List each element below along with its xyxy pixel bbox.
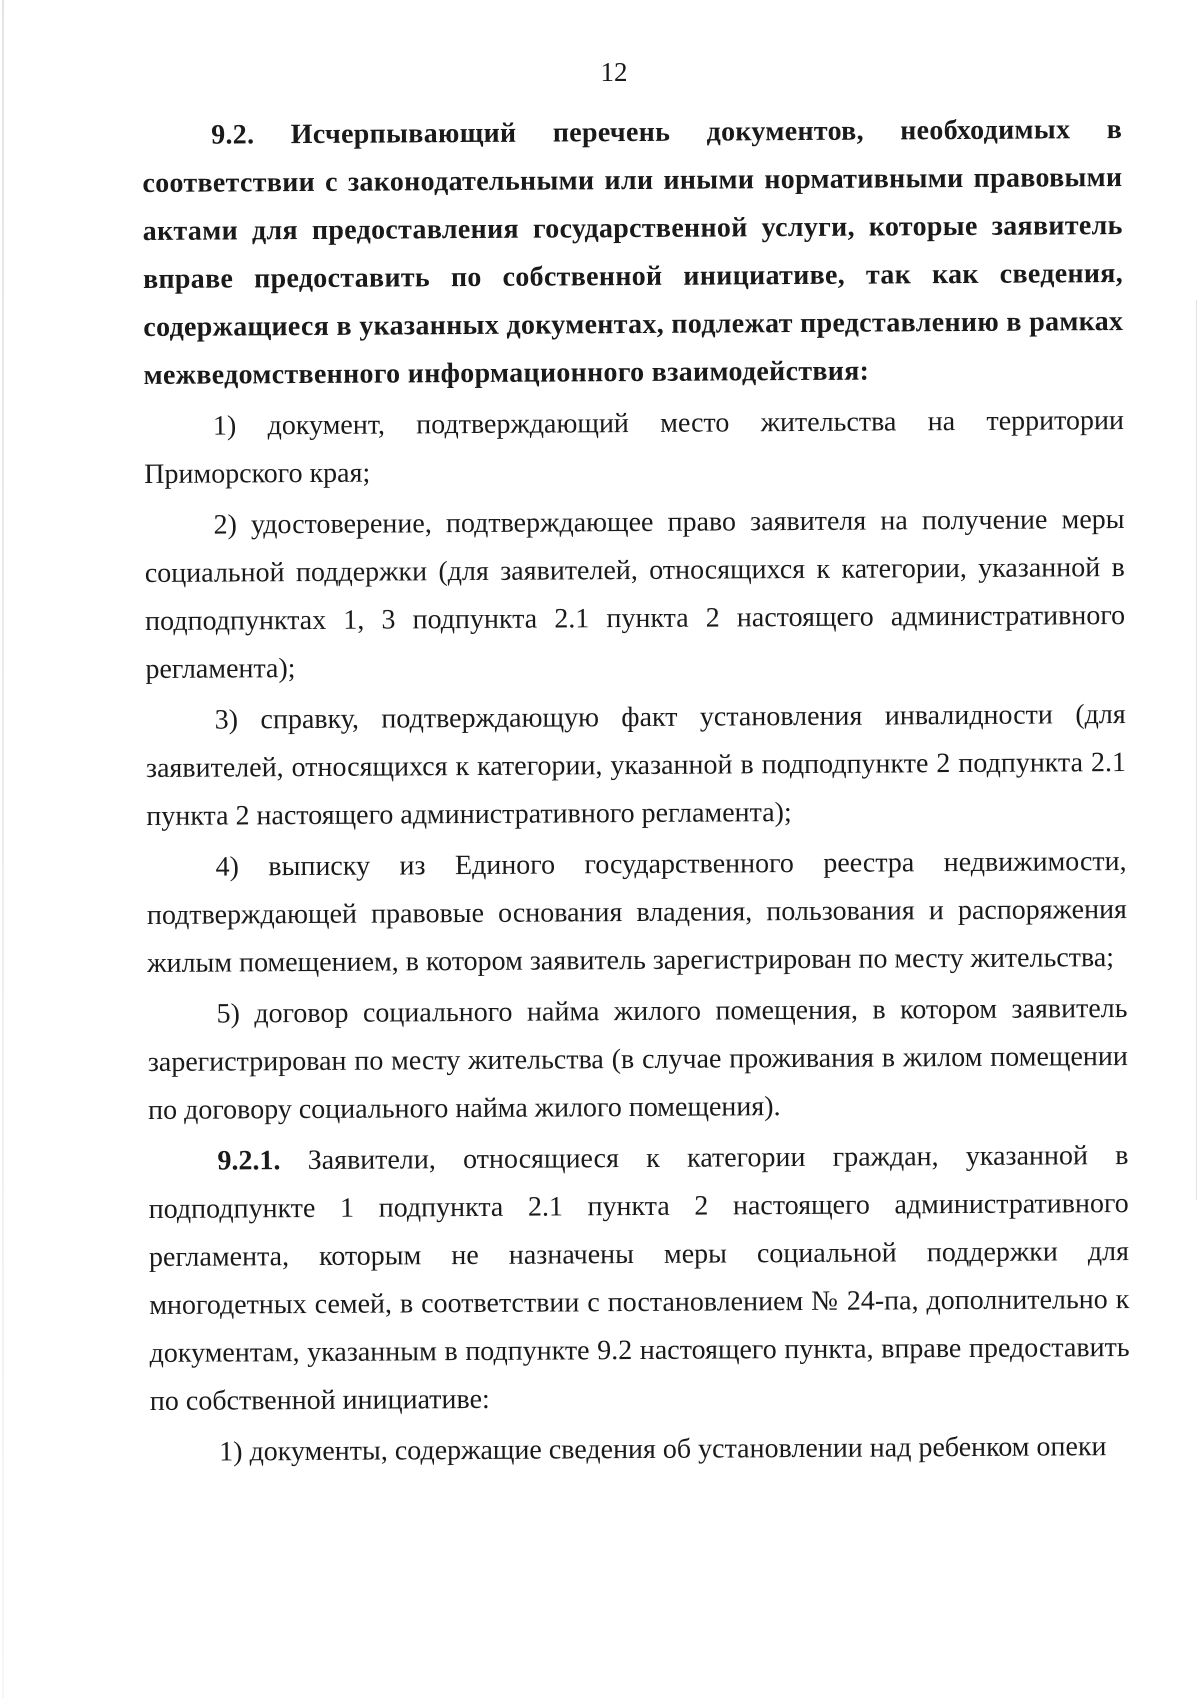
scan-edge-left (2, 0, 4, 1698)
section-heading: 9.2. Исчерпывающий перечень документов, необходимых в соответствии с законодательными или иными нормативными правовыми актами для предоставления государственной услуги, которые заявитель вправе предоставить по собственной инициативе, так как сведения, содержащиеся в указанных документах, подлежат представлению в рамках межведомственного информационного взаимодействия: (142, 114, 1124, 391)
list-item: 1) документ, подтверждающий место жительства на территории Приморского края; (144, 405, 1124, 490)
trailing-line: 1) документы, содержащие сведения об установлении над ребенком опеки (219, 1431, 1107, 1468)
page-number: 12 (600, 57, 628, 87)
list-item: 2) удостоверение, подтверждающее право заявителя на получение меры социальной поддержки (для заявителей, относящихся к категории, указанной в подподпунктах 1, 3 подпункта 2.1 пункта 2 настоящего административного регламента); (144, 504, 1126, 685)
subsection-paragraph (148, 1132, 1130, 1426)
subsection-number: 9.2.1. (217, 1145, 281, 1177)
list-item: 3) справку, подтверждающую факт установления инвалидности (для заявителей, относящихся к категории, указанной в подподпункте 2 подпункта 2.1 пункта 2 настоящего административного регламента); (145, 699, 1127, 832)
document-body (142, 106, 1130, 1480)
list-item: 4) выписку из Единого государственного реестра недвижимости, подтверждающей правовые основания владения, пользования и распоряжения жилым помещением, в котором заявитель зарегистрирован по месту жительства; (146, 845, 1127, 979)
subsection-text: Заявители, относящиеся к категории граждан, указанной в подподпункте 1 подпункта 2.1 пункта 2 настоящего административного регламента, которым не назначены меры социальной поддержки для многодетных семей, в соответствии с постановлением № 24-па, дополнительно к документам, указанным в подпункте 9.2 настоящего пункта, вправе предоставить по собственной инициативе: (148, 1139, 1130, 1417)
list-item: 5) договор социального найма жилого помещения, в котором заявитель зарегистрирован по месту жительства (в случае проживания в жилом помещении по договору социального найма жилого помещения). (147, 992, 1128, 1126)
scan-edge-right (1196, 300, 1197, 1200)
